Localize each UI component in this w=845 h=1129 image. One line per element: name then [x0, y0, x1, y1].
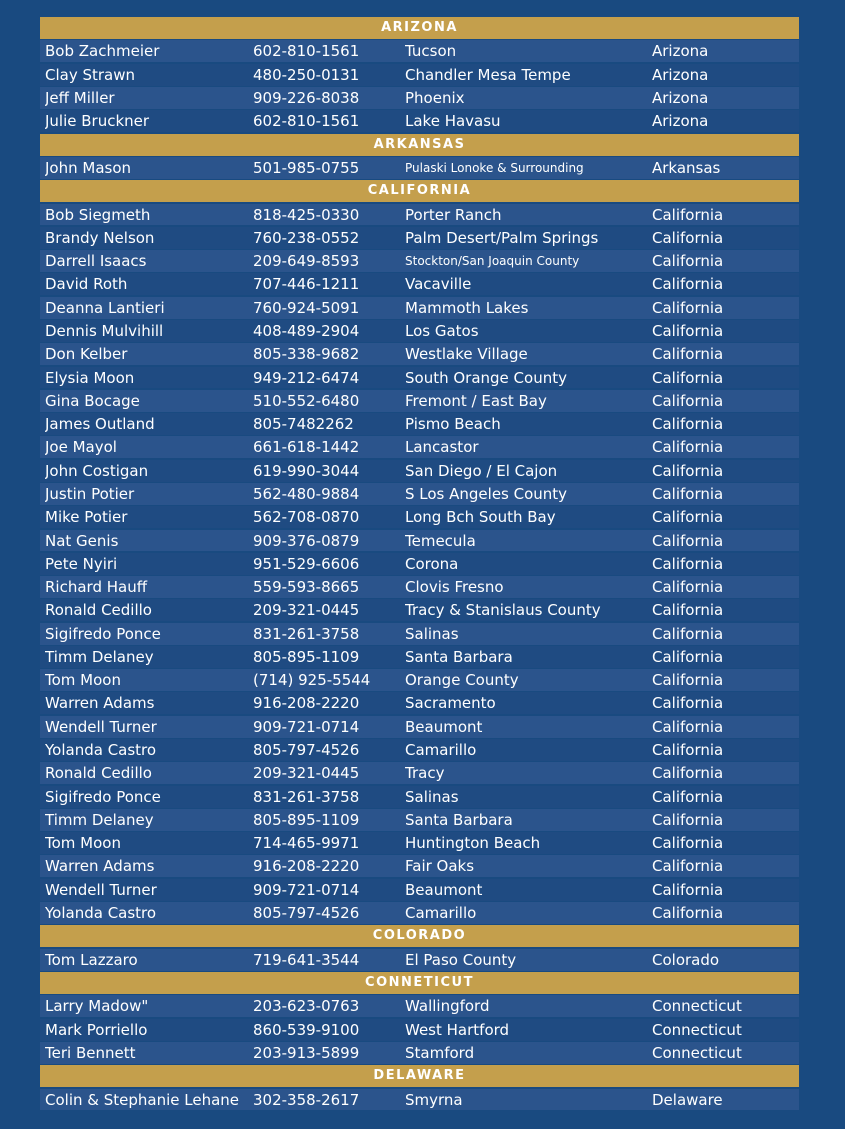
contact-row [40, 995, 799, 1017]
contact-area: S Los Angeles County [405, 484, 568, 503]
contact-phone: 559-593-8665 [253, 578, 360, 597]
contact-phone: 805-797-4526 [253, 904, 360, 923]
contact-row [40, 40, 799, 62]
contact-state: California [652, 880, 724, 899]
contact-phone: 602-810-1561 [253, 112, 360, 131]
contact-phone: 760-238-0552 [253, 228, 360, 247]
contact-state: California [652, 345, 724, 364]
contact-row [40, 716, 799, 738]
contact-phone: 916-208-2220 [253, 857, 360, 876]
contact-state: California [652, 904, 724, 923]
contact-name: Mark Porriello [45, 1020, 148, 1039]
contact-area: Fair Oaks [405, 857, 475, 876]
contact-area: Huntington Beach [405, 834, 541, 853]
contact-name: Colin & Stephanie Lehane [45, 1090, 240, 1109]
contact-row [40, 506, 799, 528]
contact-state: California [652, 624, 724, 643]
contact-row [40, 902, 799, 924]
contact-phone: 909-721-0714 [253, 717, 360, 736]
contact-name: John Costigan [45, 461, 149, 480]
contact-name: Clay Strawn [45, 65, 136, 84]
contact-name: Darrell Isaacs [45, 252, 147, 271]
contact-name: Justin Potier [45, 484, 135, 503]
contact-name: John Mason [45, 158, 132, 177]
contact-state: California [652, 484, 724, 503]
contact-state: California [652, 205, 724, 224]
contact-phone: 209-649-8593 [253, 252, 360, 271]
contact-state: Arizona [652, 65, 709, 84]
contact-row [40, 157, 799, 179]
contact-area: Sacramento [405, 694, 496, 713]
contact-row [40, 599, 799, 621]
contact-name: Wendell Turner [45, 880, 157, 899]
contact-phone: 203-623-0763 [253, 997, 360, 1016]
contact-area: Pulaski Lonoke & Surrounding [405, 160, 584, 175]
contact-row [40, 297, 799, 319]
contact-area: Salinas [405, 787, 459, 806]
contact-state: California [652, 647, 724, 666]
contact-state: California [652, 391, 724, 410]
contact-row [40, 762, 799, 784]
contact-area: Camarillo [405, 741, 477, 760]
contact-phone: 714-465-9971 [253, 834, 360, 853]
contact-name: Ronald Cedillo [45, 601, 152, 620]
contact-name: Yolanda Castro [45, 741, 157, 760]
contact-phone: 909-226-8038 [253, 88, 360, 107]
contact-area: Clovis Fresno [405, 578, 504, 597]
contact-name: Julie Bruckner [45, 112, 150, 131]
contact-name: Jeff Miller [45, 88, 115, 107]
contact-phone: 661-618-1442 [253, 438, 360, 457]
contact-area: Orange County [405, 671, 519, 690]
contact-row [40, 460, 799, 482]
contact-state: California [652, 764, 724, 783]
contact-name: Gina Bocage [45, 391, 140, 410]
contact-name: Wendell Turner [45, 717, 157, 736]
contact-row [40, 320, 799, 342]
contact-area: Santa Barbara [405, 810, 513, 829]
contact-area: Salinas [405, 624, 459, 643]
contact-name: Tom Moon [45, 671, 121, 690]
contact-area: South Orange County [405, 368, 567, 387]
contact-phone: 831-261-3758 [253, 624, 360, 643]
contact-name: Sigifredo Ponce [45, 624, 161, 643]
contact-phone: 501-985-0755 [253, 158, 360, 177]
contact-phone: 707-446-1211 [253, 275, 360, 294]
contact-state: Colorado [652, 950, 720, 969]
contact-state: California [652, 578, 724, 597]
contact-area: Porter Ranch [405, 205, 502, 224]
contact-row [40, 204, 799, 226]
contact-area: El Paso County [405, 950, 517, 969]
contact-phone: 209-321-0445 [253, 764, 360, 783]
contact-name: Mike Potier [45, 508, 128, 527]
contact-row [40, 739, 799, 761]
contact-state: California [652, 741, 724, 760]
contact-area: Camarillo [405, 904, 477, 923]
contact-row [40, 786, 799, 808]
contact-state: California [652, 787, 724, 806]
contact-area: Long Bch South Bay [405, 508, 556, 527]
contact-name: Nat Genis [45, 531, 119, 550]
contact-name: Bob Zachmeier [45, 42, 160, 61]
contact-name: Brandy Nelson [45, 228, 155, 247]
contact-area: San Diego / El Cajon [405, 461, 558, 480]
contact-state: California [652, 671, 724, 690]
contact-row [40, 110, 799, 132]
contact-name: Yolanda Castro [45, 904, 157, 923]
contact-row [40, 436, 799, 458]
contact-phone: 805-338-9682 [253, 345, 360, 364]
contact-area: Pismo Beach [405, 415, 501, 434]
contact-area: Phoenix [405, 88, 465, 107]
contact-phone: 949-212-6474 [253, 368, 360, 387]
contact-row [40, 87, 799, 109]
contact-state: California [652, 228, 724, 247]
contact-phone: 408-489-2904 [253, 321, 360, 340]
contact-state: California [652, 438, 724, 457]
contact-row [40, 530, 799, 552]
contact-phone: 602-810-1561 [253, 42, 360, 61]
contact-area: West Hartford [405, 1020, 510, 1039]
contact-row [40, 343, 799, 365]
contact-row [40, 250, 799, 272]
contact-name: Timm Delaney [45, 810, 154, 829]
contact-row [40, 832, 799, 854]
contact-area: Corona [405, 554, 459, 573]
contact-name: Bob Siegmeth [45, 205, 151, 224]
contact-area: Beaumont [405, 717, 483, 736]
contact-phone: 909-376-0879 [253, 531, 360, 550]
contact-area: Lancastor [405, 438, 479, 457]
contact-state: Connecticut [652, 997, 742, 1016]
contact-area: Wallingford [405, 997, 490, 1016]
contact-state: Arizona [652, 88, 709, 107]
contact-phone: 510-552-6480 [253, 391, 360, 410]
state-header: ARKANSAS [40, 134, 799, 156]
contact-name: Deanna Lantieri [45, 298, 165, 317]
contact-row [40, 809, 799, 831]
contact-name: Larry Madow" [45, 997, 149, 1016]
contact-row [40, 692, 799, 714]
state-header: CALIFORNIA [40, 180, 799, 202]
contact-area: Fremont / East Bay [405, 391, 547, 410]
state-header: ARIZONA [40, 17, 799, 39]
contact-row [40, 646, 799, 668]
contact-state: California [652, 717, 724, 736]
contact-state: Arizona [652, 112, 709, 131]
contact-area: Los Gatos [405, 321, 479, 340]
contact-row [40, 273, 799, 295]
contact-phone: (714) 925-5544 [253, 671, 371, 690]
contact-name: Joe Mayol [45, 438, 117, 457]
contact-phone: 831-261-3758 [253, 787, 360, 806]
contact-state: California [652, 508, 724, 527]
contact-area: Stockton/San Joaquin County [405, 254, 580, 269]
contact-phone: 916-208-2220 [253, 694, 360, 713]
contact-area: Smyrna [405, 1090, 463, 1109]
contact-name: Tom Moon [45, 834, 121, 853]
contact-phone: 619-990-3044 [253, 461, 360, 480]
contact-phone: 805-797-4526 [253, 741, 360, 760]
contact-row [40, 576, 799, 598]
contact-name: David Roth [45, 275, 128, 294]
contact-row [40, 1019, 799, 1041]
contact-state: California [652, 531, 724, 550]
contact-phone: 909-721-0714 [253, 880, 360, 899]
contact-name: Teri Bennett [45, 1043, 136, 1062]
contact-name: Elysia Moon [45, 368, 135, 387]
contact-state: California [652, 694, 724, 713]
contact-phone: 480-250-0131 [253, 65, 360, 84]
contact-phone: 805-7482262 [253, 415, 354, 434]
contact-phone: 719-641-3544 [253, 950, 360, 969]
contact-name: Tom Lazzaro [45, 950, 138, 969]
contact-area: Chandler Mesa Tempe [405, 65, 571, 84]
contact-area: Tracy & Stanislaus County [405, 601, 601, 620]
contact-area: Mammoth Lakes [405, 298, 529, 317]
contact-row [40, 390, 799, 412]
contact-phone: 805-895-1109 [253, 810, 360, 829]
contact-area: Stamford [405, 1043, 475, 1062]
contact-row [40, 227, 799, 249]
contact-phone: 209-321-0445 [253, 601, 360, 620]
contact-phone: 860-539-9100 [253, 1020, 360, 1039]
contact-state: California [652, 275, 724, 294]
contact-row [40, 879, 799, 901]
contact-state: California [652, 368, 724, 387]
contact-area: Temecula [405, 531, 476, 550]
contact-state: California [652, 810, 724, 829]
contact-phone: 951-529-6606 [253, 554, 360, 573]
contact-state: Arkansas [652, 158, 721, 177]
contact-row [40, 367, 799, 389]
contact-name: Richard Hauff [45, 578, 148, 597]
contact-row [40, 669, 799, 691]
contact-name: Warren Adams [45, 694, 155, 713]
contact-phone: 302-358-2617 [253, 1090, 360, 1109]
state-header: COLORADO [40, 925, 799, 947]
contact-row [40, 413, 799, 435]
contact-state: California [652, 834, 724, 853]
contact-name: Warren Adams [45, 857, 155, 876]
contact-row [40, 623, 799, 645]
contact-name: Don Kelber [45, 345, 128, 364]
contact-state: California [652, 461, 724, 480]
contact-row [40, 1089, 799, 1111]
state-header: DELAWARE [40, 1065, 799, 1087]
contact-state: Delaware [652, 1090, 723, 1109]
contact-area: Tucson [405, 42, 457, 61]
contact-phone: 203-913-5899 [253, 1043, 360, 1062]
contact-state: California [652, 857, 724, 876]
contact-phone: 818-425-0330 [253, 205, 360, 224]
contact-area: Tracy [405, 764, 445, 783]
contact-phone: 562-480-9884 [253, 484, 360, 503]
contact-state: California [652, 415, 724, 434]
contact-state: California [652, 554, 724, 573]
contact-row [40, 1042, 799, 1064]
contact-state: California [652, 298, 724, 317]
contact-area: Westlake Village [405, 345, 528, 364]
contact-phone: 760-924-5091 [253, 298, 360, 317]
contact-name: Ronald Cedillo [45, 764, 152, 783]
contact-phone: 805-895-1109 [253, 647, 360, 666]
contact-phone: 562-708-0870 [253, 508, 360, 527]
contact-area: Lake Havasu [405, 112, 501, 131]
contact-area: Vacaville [405, 275, 472, 294]
contact-name: James Outland [45, 415, 155, 434]
contact-row [40, 64, 799, 86]
contact-state: Arizona [652, 42, 709, 61]
contact-directory [40, 17, 799, 1112]
contact-state: Connecticut [652, 1020, 742, 1039]
contact-name: Pete Nyiri [45, 554, 118, 573]
contact-state: Connecticut [652, 1043, 742, 1062]
contact-state: California [652, 601, 724, 620]
contact-area: Santa Barbara [405, 647, 513, 666]
state-header: CONNETICUT [40, 972, 799, 994]
contact-state: California [652, 321, 724, 340]
contact-row [40, 855, 799, 877]
contact-row [40, 483, 799, 505]
contact-area: Beaumont [405, 880, 483, 899]
contact-name: Timm Delaney [45, 647, 154, 666]
contact-row [40, 553, 799, 575]
contact-name: Dennis Mulvihill [45, 321, 164, 340]
contact-area: Palm Desert/Palm Springs [405, 228, 599, 247]
contact-state: California [652, 252, 724, 271]
contact-row [40, 949, 799, 971]
contact-name: Sigifredo Ponce [45, 787, 161, 806]
